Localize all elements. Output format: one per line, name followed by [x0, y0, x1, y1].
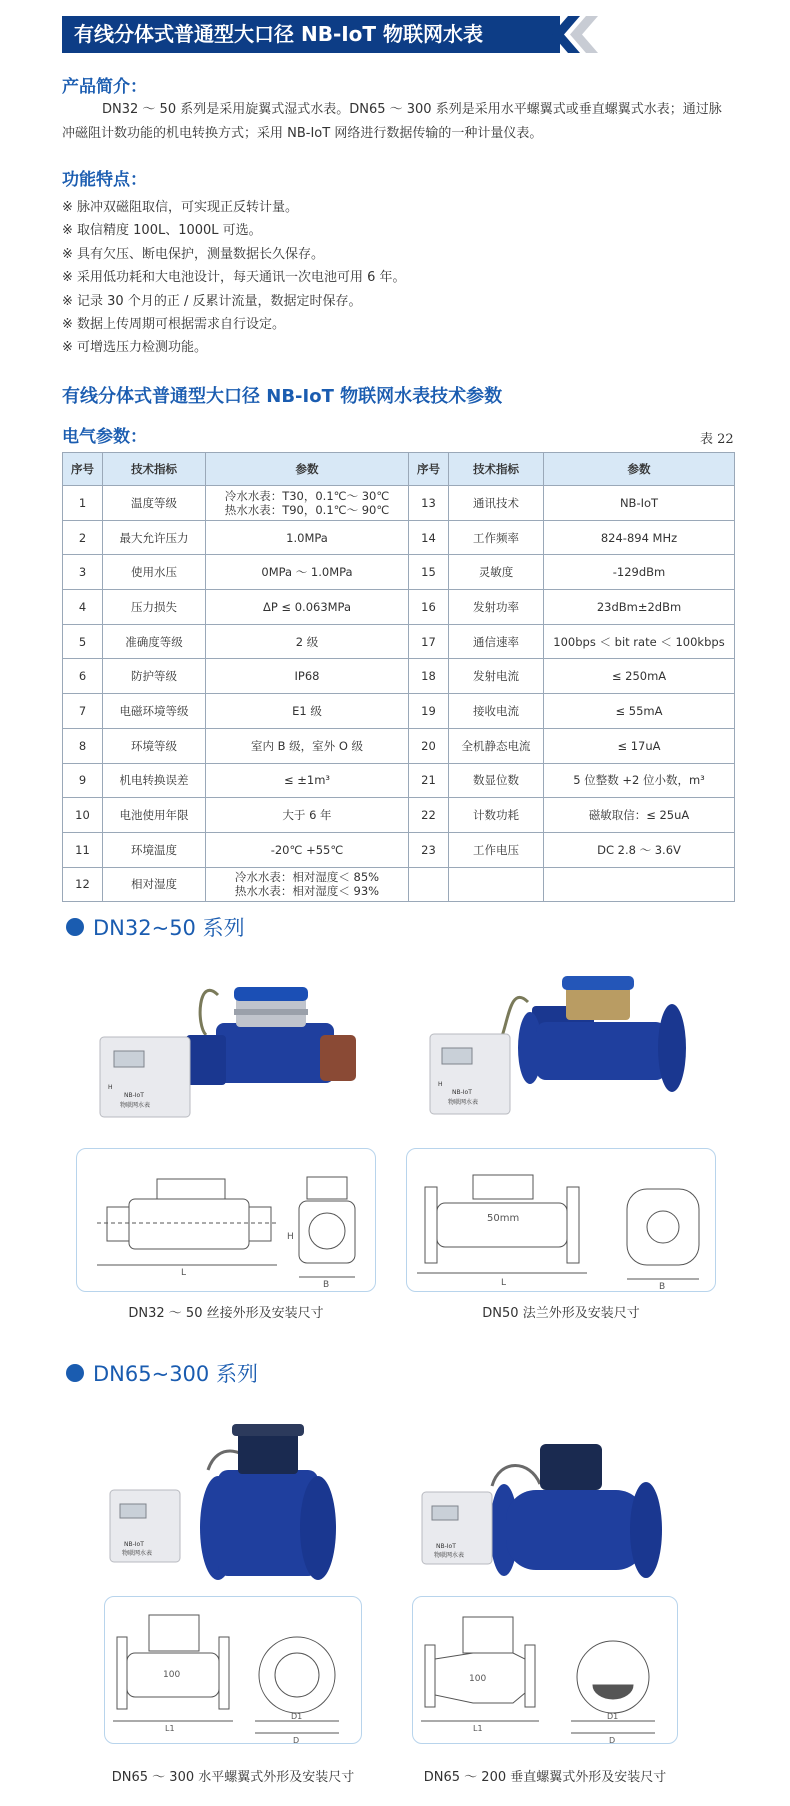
table-cell: IP68 [206, 659, 409, 694]
table-cell: NB-IoT [544, 486, 735, 521]
svg-text:H: H [287, 1232, 294, 1242]
vertical-dimension-svg [413, 1597, 679, 1745]
table-cell: 4 [63, 590, 103, 625]
table-cell: ≤ 250mA [544, 659, 735, 694]
caption-vertical: DN65 ～ 200 垂直螺翼式外形及安装尺寸 [423, 1770, 667, 1785]
table-cell: 15 [409, 555, 449, 590]
table-row [63, 659, 735, 694]
table-cell: 18 [409, 659, 449, 694]
table-cell: E1 级 [206, 694, 409, 729]
table-cell: 17 [409, 624, 449, 659]
table-cell: 电磁环境等级 [103, 694, 206, 729]
table-cell: 防护等级 [103, 659, 206, 694]
table-cell: 10 [63, 798, 103, 833]
bullet-dot-icon [66, 918, 84, 936]
table-cell: 3 [63, 555, 103, 590]
caption-horizontal: DN65 ～ 300 水平螺翼式外形及安装尺寸 [111, 1770, 355, 1785]
table-row [63, 694, 735, 729]
table-row [63, 520, 735, 555]
table-cell: 最大允许压力 [103, 520, 206, 555]
table-cell: 7 [63, 694, 103, 729]
vertical-meter-photo [420, 1430, 670, 1590]
table-cell: 通讯技术 [449, 486, 544, 521]
svg-text:B: B [323, 1280, 330, 1290]
device-model-label: NB-IoT [124, 1092, 144, 1099]
spec-table [62, 452, 735, 902]
table-cell: 使用水压 [103, 555, 206, 590]
series1-title [66, 912, 245, 942]
table-cell: 0MPa ～ 1.0MPa [206, 555, 409, 590]
device-model-label: NB-IoT [436, 1543, 456, 1550]
col-header-param: 参数 [206, 453, 409, 486]
table-cell: 冷水水表：相对湿度＜ 85% 热水水表：相对湿度＜ 93% [206, 867, 409, 902]
caption-flanged: DN50 法兰外形及安装尺寸 [482, 1306, 640, 1321]
svg-text:D1: D1 [607, 1712, 619, 1721]
svg-text:B: B [659, 1282, 666, 1292]
table-cell: 14 [409, 520, 449, 555]
table-cell: -20℃ +55℃ [206, 832, 409, 867]
device-label: 物联网水表 [122, 1550, 153, 1557]
table-cell: 准确度等级 [103, 624, 206, 659]
table-row [63, 486, 735, 521]
col-header-param: 参数 [544, 453, 735, 486]
table-cell: ΔP ≤ 0.063MPa [206, 590, 409, 625]
table-cell: 5 位整数 +2 位小数，m³ [544, 763, 735, 798]
table-cell: 2 [63, 520, 103, 555]
table-row [63, 728, 735, 763]
device-model-label: NB-IoT [452, 1089, 472, 1096]
table-cell: 100bps ＜ bit rate ＜ 100kbps [544, 624, 735, 659]
table-cell: 冷水水表：T30，0.1℃～ 30℃ 热水水表：T90，0.1℃～ 90℃ [206, 486, 409, 521]
table-cell: 21 [409, 763, 449, 798]
table-row [63, 763, 735, 798]
table-cell: 电池使用年限 [103, 798, 206, 833]
table-cell: 相对湿度 [103, 867, 206, 902]
device-label: 物联网水表 [120, 1102, 151, 1109]
dim-label: 50mm [487, 1213, 520, 1224]
table-cell: 23dBm±2dBm [544, 590, 735, 625]
feature-item: ※ 数据上传周期可根据需求自行设定。 [62, 317, 286, 333]
table-cell: ≤ 17uA [544, 728, 735, 763]
table-cell: 22 [409, 798, 449, 833]
table-cell: 13 [409, 486, 449, 521]
table-cell: 环境温度 [103, 832, 206, 867]
table-cell: 1 [63, 486, 103, 521]
caption-threaded: DN32 ～ 50 丝接外形及安装尺寸 [128, 1306, 324, 1321]
table-cell: 磁敏取信：≤ 25uA [544, 798, 735, 833]
svg-text:H: H [438, 1081, 443, 1088]
table-cell: 环境等级 [103, 728, 206, 763]
table-cell: 19 [409, 694, 449, 729]
col-header-item: 技术指标 [449, 453, 544, 486]
table-cell [449, 867, 544, 902]
col-header-item: 技术指标 [103, 453, 206, 486]
table-cell: 1.0MPa [206, 520, 409, 555]
table-cell: 2 级 [206, 624, 409, 659]
table-row [63, 798, 735, 833]
svg-text:L1: L1 [165, 1724, 175, 1733]
intro-paragraph [62, 98, 732, 146]
series2-title [66, 1358, 258, 1388]
table-cell: -129dBm [544, 555, 735, 590]
series2-title-text: DN65~300 系列 [93, 1362, 258, 1386]
table-header-row [63, 453, 735, 486]
table-cell: 6 [63, 659, 103, 694]
svg-text:L1: L1 [473, 1724, 483, 1733]
svg-text:L: L [501, 1278, 507, 1288]
table-body [63, 486, 735, 902]
table-row [63, 590, 735, 625]
table-cell: 接收电流 [449, 694, 544, 729]
threaded-dimension-drawing [76, 1148, 376, 1292]
table-cell: 8 [63, 728, 103, 763]
table-cell: 计数功耗 [449, 798, 544, 833]
svg-text:L: L [181, 1268, 187, 1278]
feature-item: ※ 采用低功耗和大电池设计，每天通讯一次电池可用 6 年。 [62, 270, 406, 286]
svg-text:D: D [609, 1736, 616, 1745]
device-label: 物联网水表 [448, 1099, 479, 1106]
feature-item: ※ 可增选压力检测功能。 [62, 340, 208, 356]
intro-heading: 产品简介： [62, 77, 147, 97]
features-heading: 功能特点： [62, 170, 147, 190]
table-cell: ≤ ±1m³ [206, 763, 409, 798]
spec-subheading: 电气参数： [62, 427, 147, 447]
table-number: 表 22 [700, 432, 734, 447]
banner-title: 有线分体式普通型大口径 NB-IoT 物联网水表 [74, 22, 484, 46]
horizontal-dimension-svg [105, 1597, 363, 1745]
table-row [63, 555, 735, 590]
table-cell: 20 [409, 728, 449, 763]
svg-text:D1: D1 [291, 1712, 303, 1721]
table-cell: 工作电压 [449, 832, 544, 867]
col-header-no: 序号 [63, 453, 103, 486]
table-cell: 数显位数 [449, 763, 544, 798]
table-cell: 灵敏度 [449, 555, 544, 590]
table-cell: 通信速率 [449, 624, 544, 659]
horizontal-meter-photo [108, 1410, 353, 1590]
table-row [63, 832, 735, 867]
table-cell: 全机静态电流 [449, 728, 544, 763]
table-cell: 12 [63, 867, 103, 902]
col-header-no: 序号 [409, 453, 449, 486]
series1-title-text: DN32~50 系列 [93, 916, 245, 940]
table-cell: 5 [63, 624, 103, 659]
flanged-dimension-svg [407, 1149, 717, 1293]
table-cell: 大于 6 年 [206, 798, 409, 833]
table-cell: 11 [63, 832, 103, 867]
table-cell: 工作频率 [449, 520, 544, 555]
threaded-dimension-svg [77, 1149, 377, 1293]
table-cell: DC 2.8 ～ 3.6V [544, 832, 735, 867]
feature-item: ※ 记录 30 个月的正 / 反累计流量，数据定时保存。 [62, 293, 362, 309]
device-label: 物联网水表 [434, 1552, 465, 1559]
svg-text:H: H [108, 1084, 113, 1091]
vertical-dimension-drawing [412, 1596, 678, 1744]
feature-item: ※ 具有欠压、断电保护，测量数据长久保存。 [62, 246, 325, 262]
table-cell [409, 867, 449, 902]
flanged-meter-photo [428, 962, 693, 1137]
spec-title: 有线分体式普通型大口径 NB-IoT 物联网水表技术参数 [62, 386, 503, 407]
flanged-dimension-drawing [406, 1148, 716, 1292]
table-cell: 压力损失 [103, 590, 206, 625]
table-cell: 发射功率 [449, 590, 544, 625]
table-cell: 23 [409, 832, 449, 867]
feature-item: ※ 取信精度 100L、1000L 可选。 [62, 223, 262, 239]
intro-text: DN32 ～ 50 系列是采用旋翼式湿式水表。DN65 ～ 300 系列是采用水平螺翼式或垂直螺翼式水表；通过脉冲磁阻计数功能的机电转换方式；采用 NB-IoT 网络进行数据传输的一种计量仪表。 [62, 102, 722, 141]
table-row [63, 624, 735, 659]
threaded-meter-photo [98, 965, 363, 1140]
table-cell: ≤ 55mA [544, 694, 735, 729]
table-cell [544, 867, 735, 902]
chevron-left-outline-icon [570, 16, 602, 53]
table-cell: 16 [409, 590, 449, 625]
svg-text:D: D [293, 1736, 300, 1745]
device-model-label: NB-IoT [124, 1541, 144, 1548]
table-cell: 机电转换误差 [103, 763, 206, 798]
feature-item: ※ 脉冲双磁阻取信，可实现正反转计量。 [62, 200, 299, 215]
table-cell: 室内 B 级，室外 O 级 [206, 728, 409, 763]
horizontal-dimension-drawing [104, 1596, 362, 1744]
dim-label: 100 [163, 1670, 181, 1680]
dim-label: 100 [469, 1674, 487, 1684]
features-list [62, 196, 406, 360]
table-row [63, 867, 735, 902]
table-cell: 温度等级 [103, 486, 206, 521]
table-cell: 824-894 MHz [544, 520, 735, 555]
bullet-dot-icon [66, 1364, 84, 1382]
title-banner [62, 16, 582, 53]
table-cell: 9 [63, 763, 103, 798]
table-cell: 发射电流 [449, 659, 544, 694]
